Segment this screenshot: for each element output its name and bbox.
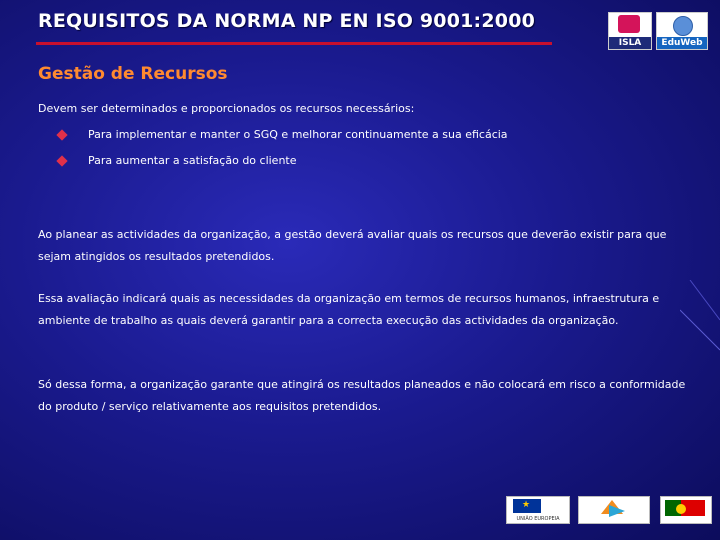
eu-stars-icon: ★ [522,500,531,510]
isla-logo-text: ISLA [609,37,651,49]
bullet-diamond-icon [56,129,67,140]
isla-logo [608,12,652,50]
portugal-shield-icon [676,504,686,514]
program-logo [578,496,650,524]
eu-logo [506,496,570,524]
eu-logo-caption: UNIÃO EUROPEIA [516,516,560,522]
bullet-item [56,152,676,178]
paragraph-conformity: Só dessa forma, a organização garante que atingirá os resultados planeados e não colocará em risco a conformidade do produto / serviço relativamente aos requisitos pretendidos. [38,378,686,413]
eduweb-logo [656,12,708,50]
globe-icon [673,16,693,36]
isla-logo-mark [618,15,640,33]
paragraph-planning: Ao planear as actividades da organização, a gestão deverá avaliar quais os recursos que deverão existir para que sejam atingidos os resultados pretendidos. [38,228,667,263]
bullet-item [56,126,676,152]
portugal-logo [660,496,712,524]
title-underline [36,42,552,45]
paragraph-assessment: Essa avaliação indicará quais as necessidades da organização em termos de recursos humanos, infraestrutura e ambiente de trabalho as quais deverá garantir para a correcta execução das actividades da organização. [38,292,660,327]
bullet-text: Para implementar e manter o SGQ e melhorar continuamente a sua eficácia [88,128,508,141]
eduweb-logo-text: EduWeb [657,37,707,49]
bullet-text: Para aumentar a satisfação do cliente [88,154,297,167]
bullet-diamond-icon [56,155,67,166]
intro-text: Devem ser determinados e proporcionados os recursos necessários: [38,102,415,115]
section-heading: Gestão de Recursos [38,64,228,84]
slide-title: REQUISITOS DA NORMA NP EN ISO 9001:2000 [38,10,536,32]
bullet-list [56,126,676,178]
